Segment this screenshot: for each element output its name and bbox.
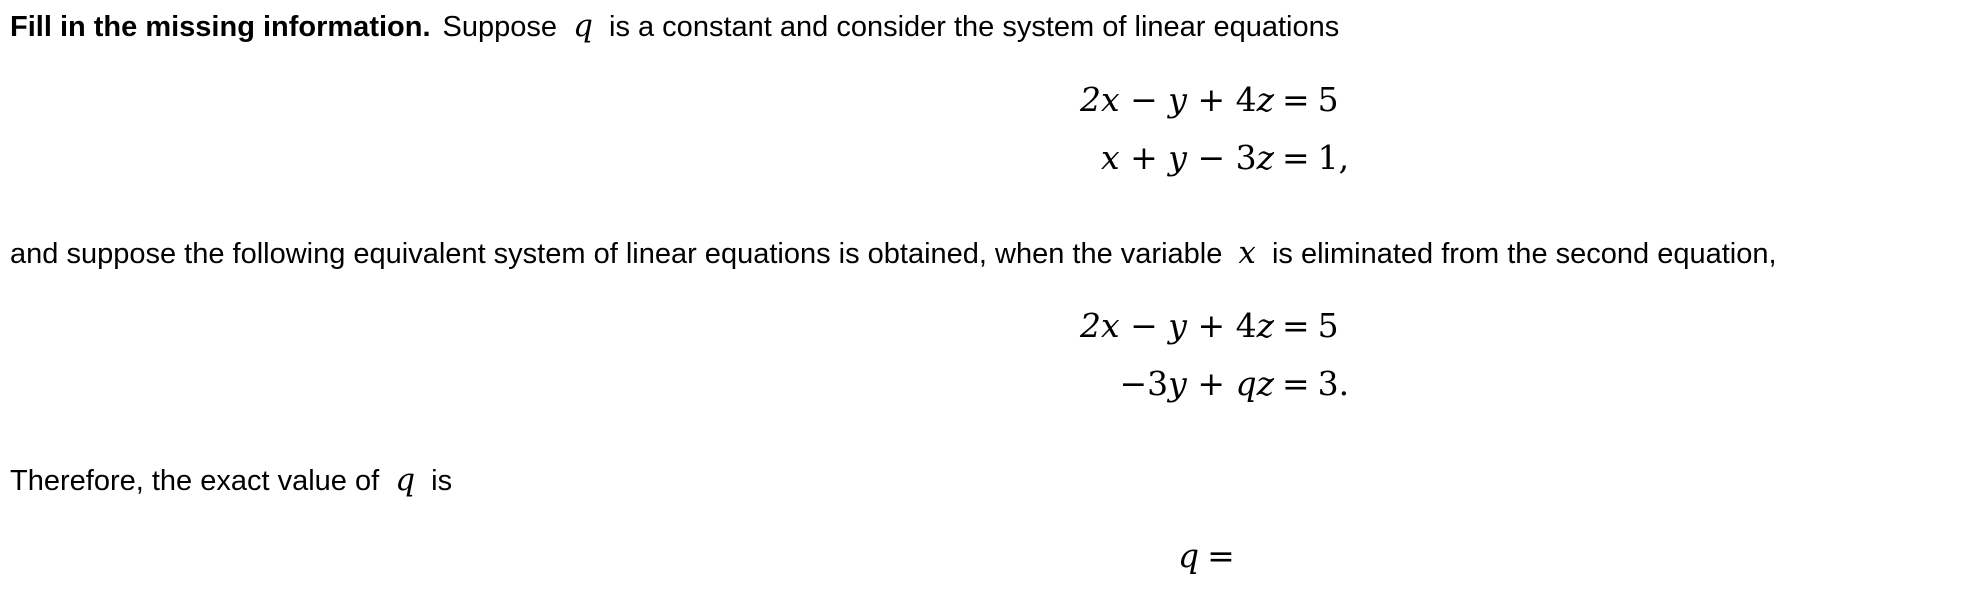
system1-eq2-rhs: 1, [1317, 138, 1350, 177]
system2-eq1-rhs: 5 [1317, 306, 1339, 345]
system1-eq2-lhs: x + y − 3z [1101, 138, 1274, 177]
middle-paragraph [10, 235, 1777, 272]
system1-eq1-rhs-group [1274, 80, 1339, 120]
conclusion-var-q: q [395, 462, 416, 498]
intro-bold-heading: Fill in the missing information. [10, 11, 431, 43]
middle-text-b: is eliminated from the second equation, [1271, 238, 1777, 270]
answer-equals: = [1207, 536, 1235, 575]
system1-eq1-rhs: 5 [1317, 80, 1339, 119]
system1-eq1-lhs: 2x − y + 4z [1080, 80, 1274, 119]
system2-eq1-equals: = [1282, 306, 1310, 345]
conclusion-paragraph [10, 462, 452, 499]
middle-text-a: and suppose the following equivalent system of linear equations is obtained, when the variable [10, 238, 1223, 270]
system1-eq2-rhs-group [1274, 138, 1349, 178]
system2-eq1-rhs-group [1274, 306, 1339, 346]
intro-paragraph [10, 8, 1339, 45]
middle-var-x: x [1238, 235, 1256, 271]
system2-eq2-rhs: 3. [1317, 364, 1350, 403]
conclusion-text-b: is [431, 465, 453, 497]
intro-text-b: is a constant and consider the system of linear equations [609, 11, 1340, 43]
conclusion-text-a: Therefore, the exact value of [10, 465, 380, 497]
intro-var-q: q [573, 8, 593, 44]
intro-text-a: Suppose [442, 11, 558, 43]
system2-eq2-equals: = [1282, 364, 1310, 403]
system2-eq2-lhs: −3y + qz [1119, 364, 1274, 403]
answer-var-q: q [1178, 536, 1200, 575]
system1-eq2-equals: = [1282, 138, 1310, 177]
system2-eq2-rhs-group [1274, 364, 1349, 404]
answer-line [1178, 536, 1243, 576]
system1-eq1-equals: = [1282, 80, 1310, 119]
system2-eq1-lhs: 2x − y + 4z [1080, 306, 1274, 345]
